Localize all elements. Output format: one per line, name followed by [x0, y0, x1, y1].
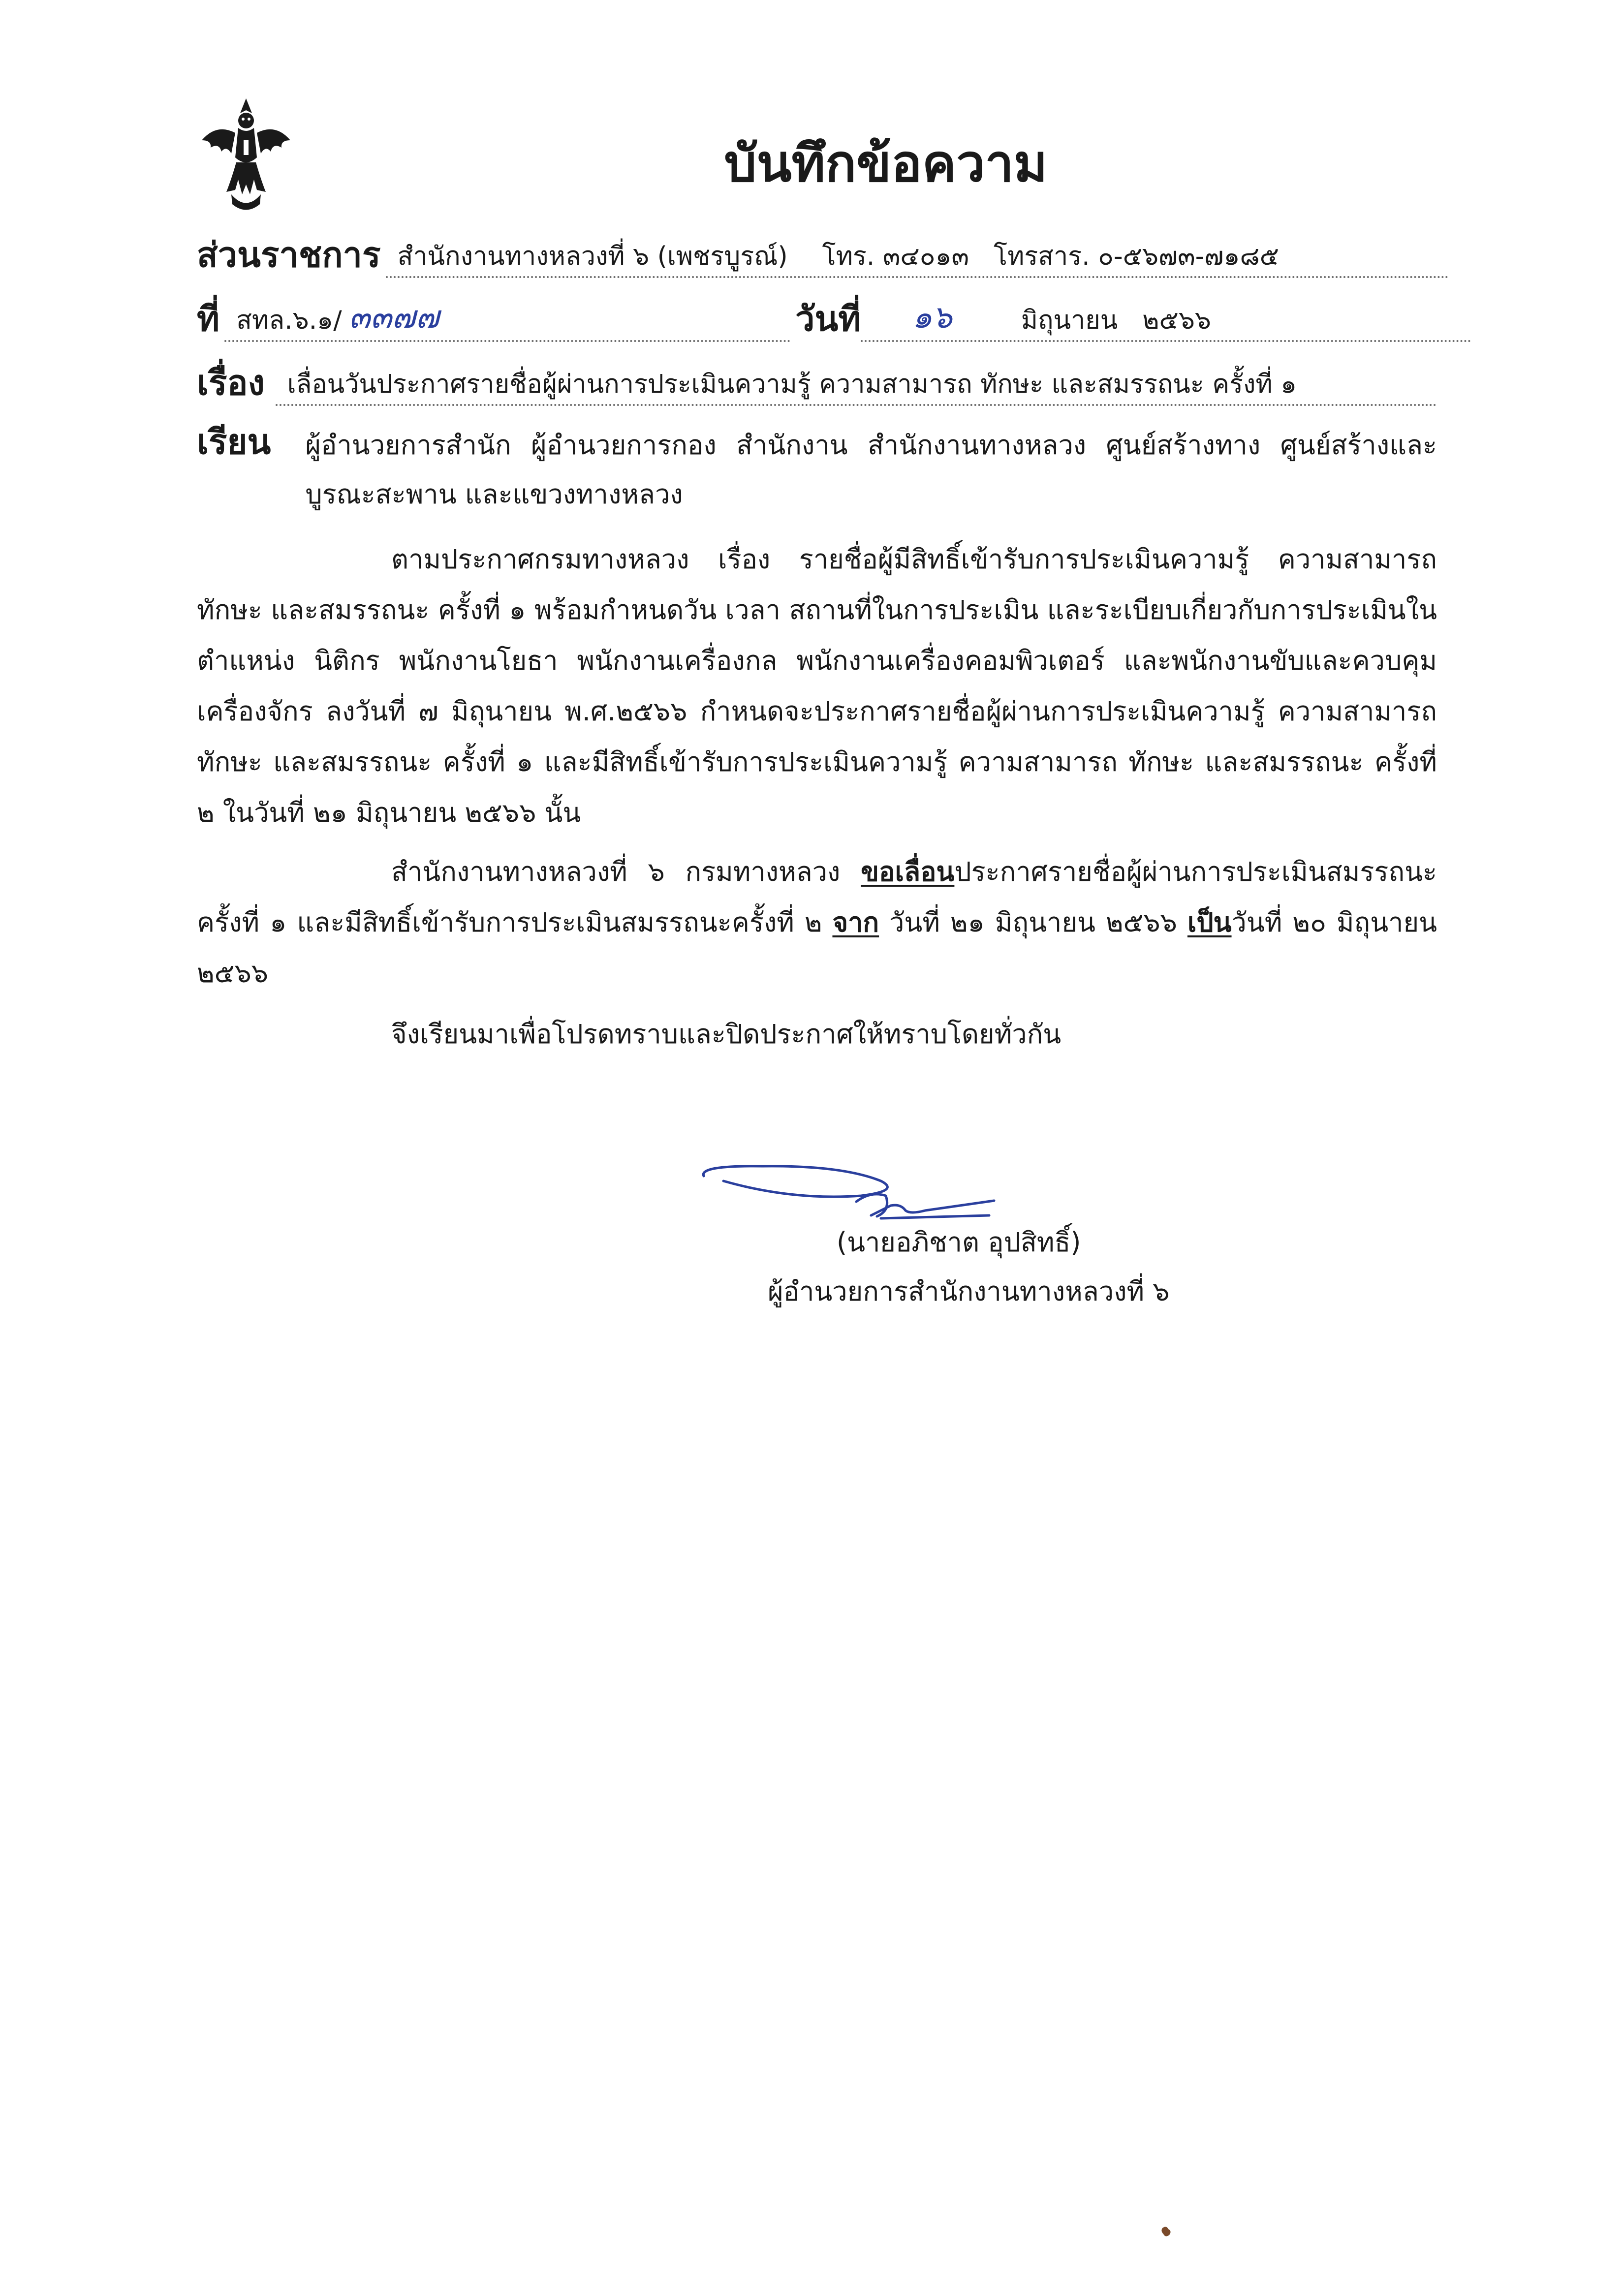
agency-label: ส่วนราชการ [197, 235, 381, 275]
date-field [861, 298, 1471, 342]
signatory-name: (นายอภิชาต อุปสิทธิ์) [837, 1227, 1081, 1258]
addressee-block [197, 421, 1437, 519]
p2-text-1: สำนักงานทางหลวงที่ ๖ กรมทางหลวง [391, 856, 861, 887]
p2-emphasis-postpone: ขอเลื่อน [861, 856, 955, 887]
subject-label: เรื่อง [197, 363, 265, 403]
closing-paragraph: จึงเรียนมาเพื่อโปรดทราบและปิดประกาศให้ทราบโดยทั่วกัน [391, 1019, 1062, 1050]
p2-text-3: วันที่ ๒๑ มิถุนายน ๒๕๖๖ [879, 907, 1187, 938]
subject-row [197, 352, 1437, 406]
ink-smudge-icon [1159, 2224, 1174, 2239]
signatory-position: ผู้อำนวยการสำนักงานทางหลวงที่ ๖ [768, 1276, 1170, 1307]
p2-emphasis-to: เป็น [1187, 907, 1232, 938]
agency-field [386, 234, 1449, 278]
subject-text: เลื่อนวันประกาศรายชื่อผู้ผ่านการประเมินความรู้ ความสามารถ ทักษะ และสมรรถนะ ครั้งที่ ๑ [287, 370, 1297, 399]
agency-fax: โทรสาร. ๐-๕๖๗๓-๗๑๘๕ [994, 242, 1279, 271]
subject-field [276, 362, 1437, 406]
body-paragraph-1: ตามประกาศกรมทางหลวง เรื่อง รายชื่อผู้มีสิทธิ์เข้ารับการประเมินความรู้ ความสามารถ ทักษะ และสมรรถนะ ครั้งที่ ๑ พร้อมกำหนดวัน เวลา สถานที่ในการประเมิน และระเบียบเกี่ยวกับการประเมินในตำแหน่ง นิติกร พนักงานโยธา พนักงานเครื่องกล พนักงานเครื่องคอมพิวเตอร์ และพนักงานขับและควบคุมเครื่องจักร ลงวันที่ ๗ มิถุนายน พ.ศ.๒๕๖๖ กำหนดจะประกาศรายชื่อผู้ผ่านการประเมินความรู้ ความสามารถ ทักษะ และสมรรถนะ ครั้งที่ ๑ และมีสิทธิ์เข้ารับการประเมินความรู้ ความสามารถ ทักษะ และสมรรถนะ ครั้งที่ ๒ ในวันที่ ๒๑ มิถุนายน ๒๕๖๖ นั้น [197, 544, 1437, 828]
agency-row [197, 224, 1449, 278]
reference-number: ๓๓๗๗ [348, 299, 439, 336]
date-month: มิถุนายน [1021, 306, 1118, 335]
p2-text-2: ประกาศรายชื่อผู้ผ่านการประเมินสมรรถนะ ครั้งที่ ๑ และมีสิทธิ์เข้ารับการประเมินสมรรถนะครั้งที่ ๒ [197, 856, 1437, 938]
date-day: ๑๖ [912, 299, 952, 336]
addressee-label: เรียน [197, 422, 271, 462]
reference-field [224, 298, 790, 342]
addressee-text: ผู้อำนวยการสำนัก ผู้อำนวยการกอง สำนักงาน สำนักงานทางหลวง ศูนย์สร้างทาง ศูนย์สร้างและบูรณะสะพาน และแขวงทางหลวง [305, 430, 1437, 510]
agency-phone: โทร. ๓๔๐๑๓ [822, 242, 969, 271]
memo-title: บันทึกข้อความ [724, 133, 1048, 193]
p2-emphasis-from: จาก [832, 907, 879, 938]
reference-date-row [197, 288, 1471, 342]
agency-name: สำนักงานทางหลวงที่ ๖ (เพชรบูรณ์) [397, 242, 788, 271]
date-year: ๒๕๖๖ [1142, 306, 1211, 335]
p2-text-4: วันที่ ๒๐ มิถุนายน ๒๕๖๖ [197, 907, 1437, 989]
date-label: วันที่ [795, 299, 861, 339]
reference-prefix: สทล.๖.๑/ [236, 306, 342, 335]
body-paragraph-2 [197, 846, 1437, 998]
reference-label: ที่ [197, 299, 220, 339]
